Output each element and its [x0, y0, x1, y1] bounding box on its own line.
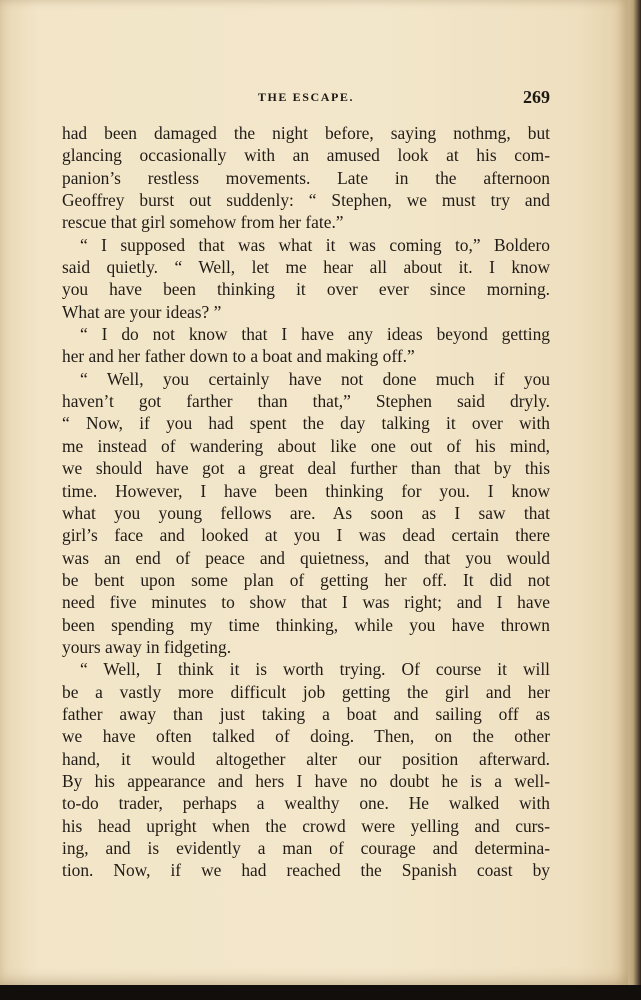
- page-edge-right: [628, 0, 641, 985]
- page-edge-bottom: [0, 985, 641, 1000]
- text-line: “ Now, if you had spent the day talking it over with: [62, 413, 550, 434]
- text-line: you have been thinking it over ever since morning.: [62, 279, 550, 300]
- text-line: need five minutes to show that I was right; and I have: [62, 592, 550, 613]
- text-line: panion’s restless movements. Late in the afternoon: [62, 167, 550, 188]
- text-line: “ I do not know that I have any ideas beyond getting: [80, 324, 550, 345]
- text-line: we have often talked of doing. Then, on the other: [62, 726, 550, 747]
- text-line: be bent upon some plan of getting her off. It did not: [62, 569, 550, 590]
- text-line: had been damaged the night before, saying nothmg, but: [62, 123, 550, 143]
- text-line: “ I supposed that was what it was coming to,” Boldero: [80, 234, 550, 255]
- text-line: said quietly. “ Well, let me hear all about it. I know: [62, 257, 550, 278]
- text-line: to-do trader, perhaps a wealthy one. He walked with: [62, 793, 550, 814]
- text-line: we should have got a great deal further than that by this: [62, 458, 550, 479]
- text-line: been spending my time thinking, while you have thrown: [62, 614, 550, 635]
- text-line: was an end of peace and quietness, and that you would: [62, 547, 550, 568]
- text-line: time. However, I have been thinking for you. I know: [62, 480, 550, 501]
- text-line: girl’s face and looked at you I was dead certain there: [62, 525, 550, 546]
- text-line: me instead of wandering about like one out of his mind,: [62, 435, 550, 456]
- text-line: hand, it would altogether alter our position afterward.: [62, 748, 550, 769]
- text-line: “ Well, I think it is worth trying. Of course it will: [80, 659, 550, 680]
- text-line: what you young fellows are. As soon as I saw that: [62, 502, 550, 523]
- text-line: haven’t got farther than that,” Stephen said dryly.: [62, 391, 550, 412]
- text-line: yours away in fidgeting.: [62, 636, 232, 657]
- text-line: tion. Now, if we had reached the Spanish coast by: [62, 860, 550, 881]
- text-line: his head upright when the crowd were yelling and curs-: [62, 815, 550, 836]
- text-line: “ Well, you certainly have not done much if you: [80, 368, 550, 389]
- page-header: [62, 87, 550, 110]
- text-line: By his appearance and hers I have no doubt he is a well-: [62, 770, 550, 791]
- text-line: glancing occasionally with an amused look at his com-: [62, 145, 550, 166]
- running-head: THE ESCAPE.: [257, 90, 355, 104]
- text-line: What are your ideas? ”: [62, 301, 222, 322]
- text-line: Geoffrey burst out suddenly: “ Stephen, we must try and: [62, 190, 550, 211]
- page-number: 269: [523, 87, 550, 107]
- text-line: father away than just taking a boat and sailing off as: [62, 703, 550, 724]
- text-line: ing, and is evidently a man of courage and determina-: [62, 838, 550, 858]
- text-line: be a vastly more difficult job getting the girl and her: [62, 681, 550, 702]
- text-line: her and her father down to a boat and making off.”: [62, 346, 415, 367]
- body-text: [62, 122, 550, 882]
- text-line: rescue that girl somehow from her fate.”: [62, 212, 344, 233]
